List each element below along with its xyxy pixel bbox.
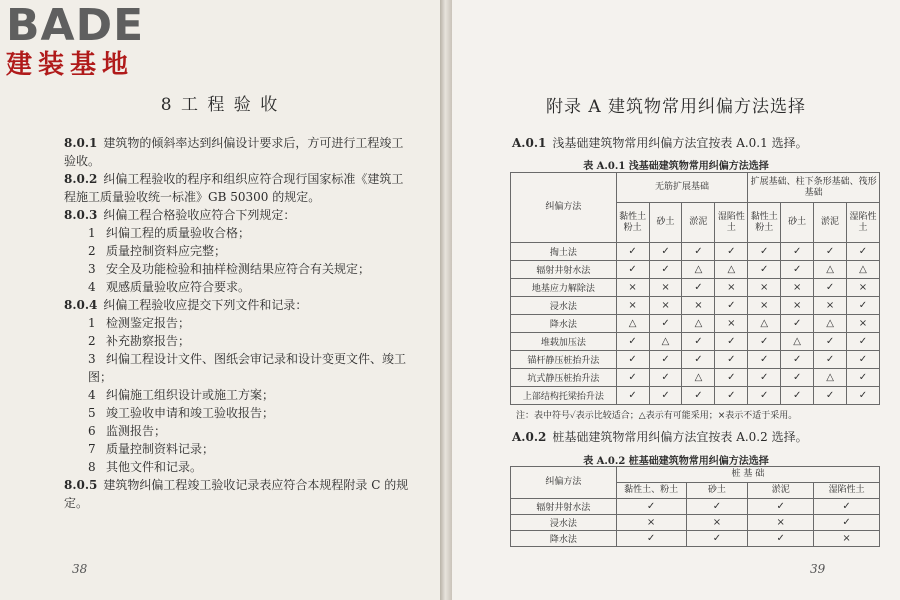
suitability-mark: × bbox=[715, 315, 748, 333]
suitability-mark: ✓ bbox=[781, 369, 814, 387]
list-item: 2 补充勘察报告； bbox=[88, 334, 191, 348]
suitability-mark: ✓ bbox=[748, 387, 781, 405]
method-cell: 堆载加压法 bbox=[511, 333, 617, 351]
list-item: 4 观感质量验收应符合要求。 bbox=[88, 280, 251, 294]
group-header-spread: 扩展基础、柱下条形基础、筏形基础 bbox=[748, 173, 880, 203]
suitability-mark: ✓ bbox=[847, 333, 880, 351]
chapter-title: 8 工 程 验 收 bbox=[160, 95, 280, 115]
method-cell: 掏土法 bbox=[511, 243, 617, 261]
table-row bbox=[511, 499, 880, 515]
suitability-mark: × bbox=[682, 297, 715, 315]
table-row bbox=[511, 369, 880, 387]
clause-a-0-1: A.0.1 浅基础建筑物常用纠偏方法宜按表 A.0.1 选择。 bbox=[512, 136, 808, 150]
suitability-mark: ✓ bbox=[715, 297, 748, 315]
table-a-0-1-body bbox=[511, 243, 880, 405]
suitability-mark: △ bbox=[616, 315, 649, 333]
soil-header: 湿陷性土 bbox=[715, 203, 748, 243]
suitability-mark: ✓ bbox=[781, 387, 814, 405]
page-number-left: 38 bbox=[72, 562, 88, 576]
method-cell: 坑式静压桩抬升法 bbox=[511, 369, 617, 387]
group-header-pile: 桩 基 础 bbox=[616, 467, 879, 483]
suitability-mark: ✓ bbox=[814, 387, 847, 405]
list-item: 3 安全及功能检验和抽样检测结果应符合有关规定； bbox=[88, 262, 371, 276]
suitability-mark: ✓ bbox=[847, 369, 880, 387]
soil-header: 砂土 bbox=[686, 483, 748, 499]
soil-header: 黏性土、粉土 bbox=[616, 483, 686, 499]
table-row bbox=[511, 279, 880, 297]
table-row bbox=[511, 387, 880, 405]
table-note: 注：表中符号✓表示比较适合；△表示有可能采用；×表示不适于采用。 bbox=[516, 411, 798, 421]
suitability-mark: ✓ bbox=[847, 351, 880, 369]
clause-a-0-2: A.0.2 桩基础建筑物常用纠偏方法宜按表 A.0.2 选择。 bbox=[512, 430, 808, 444]
suitability-mark: ✓ bbox=[748, 531, 814, 547]
suitability-mark: ✓ bbox=[748, 499, 814, 515]
suitability-mark: ✓ bbox=[682, 243, 715, 261]
suitability-mark: × bbox=[649, 279, 682, 297]
suitability-mark: ✓ bbox=[715, 351, 748, 369]
method-header: 纠偏方法 bbox=[511, 467, 617, 499]
suitability-mark: △ bbox=[649, 333, 682, 351]
suitability-mark: ✓ bbox=[847, 243, 880, 261]
suitability-mark: ✓ bbox=[748, 333, 781, 351]
suitability-mark: ✓ bbox=[616, 243, 649, 261]
list-item: 8 其他文件和记录。 bbox=[88, 460, 203, 474]
suitability-mark: ✓ bbox=[814, 333, 847, 351]
table-row bbox=[511, 531, 880, 547]
suitability-mark: △ bbox=[814, 261, 847, 279]
method-cell: 锚杆静压桩抬升法 bbox=[511, 351, 617, 369]
suitability-mark: △ bbox=[748, 315, 781, 333]
soil-header: 淤泥 bbox=[682, 203, 715, 243]
suitability-mark: ✓ bbox=[781, 261, 814, 279]
suitability-mark: △ bbox=[682, 369, 715, 387]
soil-header: 砂土 bbox=[781, 203, 814, 243]
soil-header: 砂土 bbox=[649, 203, 682, 243]
table-row bbox=[511, 333, 880, 351]
table-row bbox=[511, 297, 880, 315]
suitability-mark: ✓ bbox=[682, 279, 715, 297]
suitability-mark: ✓ bbox=[715, 369, 748, 387]
soil-header: 黏性土粉土 bbox=[748, 203, 781, 243]
suitability-mark: △ bbox=[814, 369, 847, 387]
suitability-mark: ✓ bbox=[686, 531, 748, 547]
suitability-mark: × bbox=[686, 515, 748, 531]
book-gutter bbox=[440, 0, 452, 600]
suitability-mark: △ bbox=[814, 315, 847, 333]
suitability-mark: ✓ bbox=[814, 243, 847, 261]
clause-8-0-2: 8.0.2 纠偏工程验收的程序和组织应符合现行国家标准《建筑工程施工质量验收统一标准》GB 50300 的规定。 bbox=[64, 172, 404, 204]
table-row bbox=[511, 515, 880, 531]
suitability-mark: ✓ bbox=[781, 351, 814, 369]
suitability-mark: ✓ bbox=[847, 297, 880, 315]
list-item: 4 纠偏施工组织设计或施工方案； bbox=[88, 388, 275, 402]
method-cell: 浸水法 bbox=[511, 297, 617, 315]
suitability-mark: × bbox=[649, 297, 682, 315]
page-number-right: 39 bbox=[810, 562, 826, 576]
soil-header: 湿陷性土 bbox=[847, 203, 880, 243]
suitability-mark: ✓ bbox=[649, 351, 682, 369]
suitability-mark: ✓ bbox=[748, 369, 781, 387]
suitability-mark: ✓ bbox=[748, 351, 781, 369]
list-item: 1 检测鉴定报告； bbox=[88, 316, 191, 330]
suitability-mark: ✓ bbox=[715, 387, 748, 405]
right-page bbox=[452, 0, 900, 600]
suitability-mark: ✓ bbox=[649, 387, 682, 405]
suitability-mark: ✓ bbox=[814, 499, 880, 515]
suitability-mark: ✓ bbox=[616, 333, 649, 351]
suitability-mark: ✓ bbox=[616, 531, 686, 547]
clause-8-0-3: 8.0.3 纠偏工程合格验收应符合下列规定： bbox=[64, 208, 296, 222]
suitability-mark: △ bbox=[781, 333, 814, 351]
suitability-mark: ✓ bbox=[781, 315, 814, 333]
list-item: 5 竣工验收申请和竣工验收报告； bbox=[88, 406, 275, 420]
suitability-mark: × bbox=[814, 297, 847, 315]
suitability-mark: × bbox=[748, 279, 781, 297]
suitability-mark: × bbox=[616, 279, 649, 297]
suitability-mark: ✓ bbox=[616, 261, 649, 279]
table-a-0-2 bbox=[510, 466, 880, 547]
clause-8-0-1: 8.0.1 建筑物的倾斜率达到纠偏设计要求后，方可进行工程竣工验收。 bbox=[64, 136, 404, 168]
list-item: 2 质量控制资料应完整； bbox=[88, 244, 227, 258]
suitability-mark: ✓ bbox=[616, 369, 649, 387]
suitability-mark: ✓ bbox=[686, 499, 748, 515]
list-item: 7 质量控制资料记录； bbox=[88, 442, 215, 456]
suitability-mark: △ bbox=[682, 315, 715, 333]
table-row bbox=[511, 243, 880, 261]
appendix-title: 附录 A 建筑物常用纠偏方法选择 bbox=[545, 97, 807, 117]
suitability-mark: × bbox=[781, 279, 814, 297]
method-cell: 浸水法 bbox=[511, 515, 617, 531]
suitability-mark: ✓ bbox=[814, 279, 847, 297]
suitability-mark: ✓ bbox=[847, 387, 880, 405]
suitability-mark: ✓ bbox=[748, 261, 781, 279]
table-a-0-2-caption: 表 A.0.2 桩基础建筑物常用纠偏方法选择 bbox=[583, 456, 769, 467]
suitability-mark: ✓ bbox=[649, 243, 682, 261]
list-item: 3 纠偏工程设计文件、图纸会审记录和设计变更文件、竣工图； bbox=[88, 352, 407, 384]
suitability-mark: ✓ bbox=[814, 351, 847, 369]
soil-header: 黏性土粉土 bbox=[616, 203, 649, 243]
suitability-mark: △ bbox=[715, 261, 748, 279]
table-a-0-2-body bbox=[511, 499, 880, 547]
suitability-mark: ✓ bbox=[715, 333, 748, 351]
clause-8-0-4: 8.0.4 纠偏工程验收应提交下列文件和记录： bbox=[64, 298, 308, 312]
method-cell: 降水法 bbox=[511, 315, 617, 333]
suitability-mark: × bbox=[748, 515, 814, 531]
left-page bbox=[0, 0, 440, 600]
suitability-mark: ✓ bbox=[715, 243, 748, 261]
soil-header: 淤泥 bbox=[748, 483, 814, 499]
method-cell: 辐射井射水法 bbox=[511, 499, 617, 515]
logo-word: BADE bbox=[6, 0, 145, 51]
suitability-mark: △ bbox=[682, 261, 715, 279]
suitability-mark: ✓ bbox=[682, 387, 715, 405]
suitability-mark: × bbox=[814, 531, 880, 547]
bade-logo bbox=[6, 0, 145, 80]
soil-header: 淤泥 bbox=[814, 203, 847, 243]
table-a-0-1-caption: 表 A.0.1 浅基础建筑物常用纠偏方法选择 bbox=[583, 161, 769, 172]
method-cell: 地基应力解除法 bbox=[511, 279, 617, 297]
logo-chinese: 建装基地 bbox=[6, 50, 135, 80]
list-item: 6 监测报告； bbox=[88, 424, 167, 438]
suitability-mark: × bbox=[847, 279, 880, 297]
suitability-mark: ✓ bbox=[649, 261, 682, 279]
suitability-mark: ✓ bbox=[616, 387, 649, 405]
suitability-mark: × bbox=[616, 297, 649, 315]
suitability-mark: × bbox=[748, 297, 781, 315]
suitability-mark: ✓ bbox=[781, 243, 814, 261]
suitability-mark: ✓ bbox=[682, 351, 715, 369]
method-header: 纠偏方法 bbox=[511, 173, 617, 243]
table-row bbox=[511, 351, 880, 369]
suitability-mark: ✓ bbox=[649, 369, 682, 387]
suitability-mark: ✓ bbox=[814, 515, 880, 531]
suitability-mark: ✓ bbox=[682, 333, 715, 351]
suitability-mark: △ bbox=[847, 261, 880, 279]
suitability-mark: × bbox=[781, 297, 814, 315]
suitability-mark: × bbox=[847, 315, 880, 333]
suitability-mark: ✓ bbox=[616, 499, 686, 515]
list-item: 1 纠偏工程的质量验收合格； bbox=[88, 226, 251, 240]
soil-header: 湿陷性土 bbox=[814, 483, 880, 499]
method-cell: 上部结构托梁抬升法 bbox=[511, 387, 617, 405]
clause-8-0-5: 8.0.5 建筑物纠偏工程竣工验收记录表应符合本规程附录 C 的规定。 bbox=[64, 478, 409, 510]
suitability-mark: × bbox=[715, 279, 748, 297]
suitability-mark: ✓ bbox=[748, 243, 781, 261]
table-a-0-1 bbox=[510, 172, 880, 405]
suitability-mark: × bbox=[616, 515, 686, 531]
table-row bbox=[511, 261, 880, 279]
suitability-mark: ✓ bbox=[649, 315, 682, 333]
suitability-mark: ✓ bbox=[616, 351, 649, 369]
group-header-unreinforced: 无筋扩展基础 bbox=[616, 173, 748, 203]
table-row bbox=[511, 315, 880, 333]
method-cell: 辐射井射水法 bbox=[511, 261, 617, 279]
method-cell: 降水法 bbox=[511, 531, 617, 547]
